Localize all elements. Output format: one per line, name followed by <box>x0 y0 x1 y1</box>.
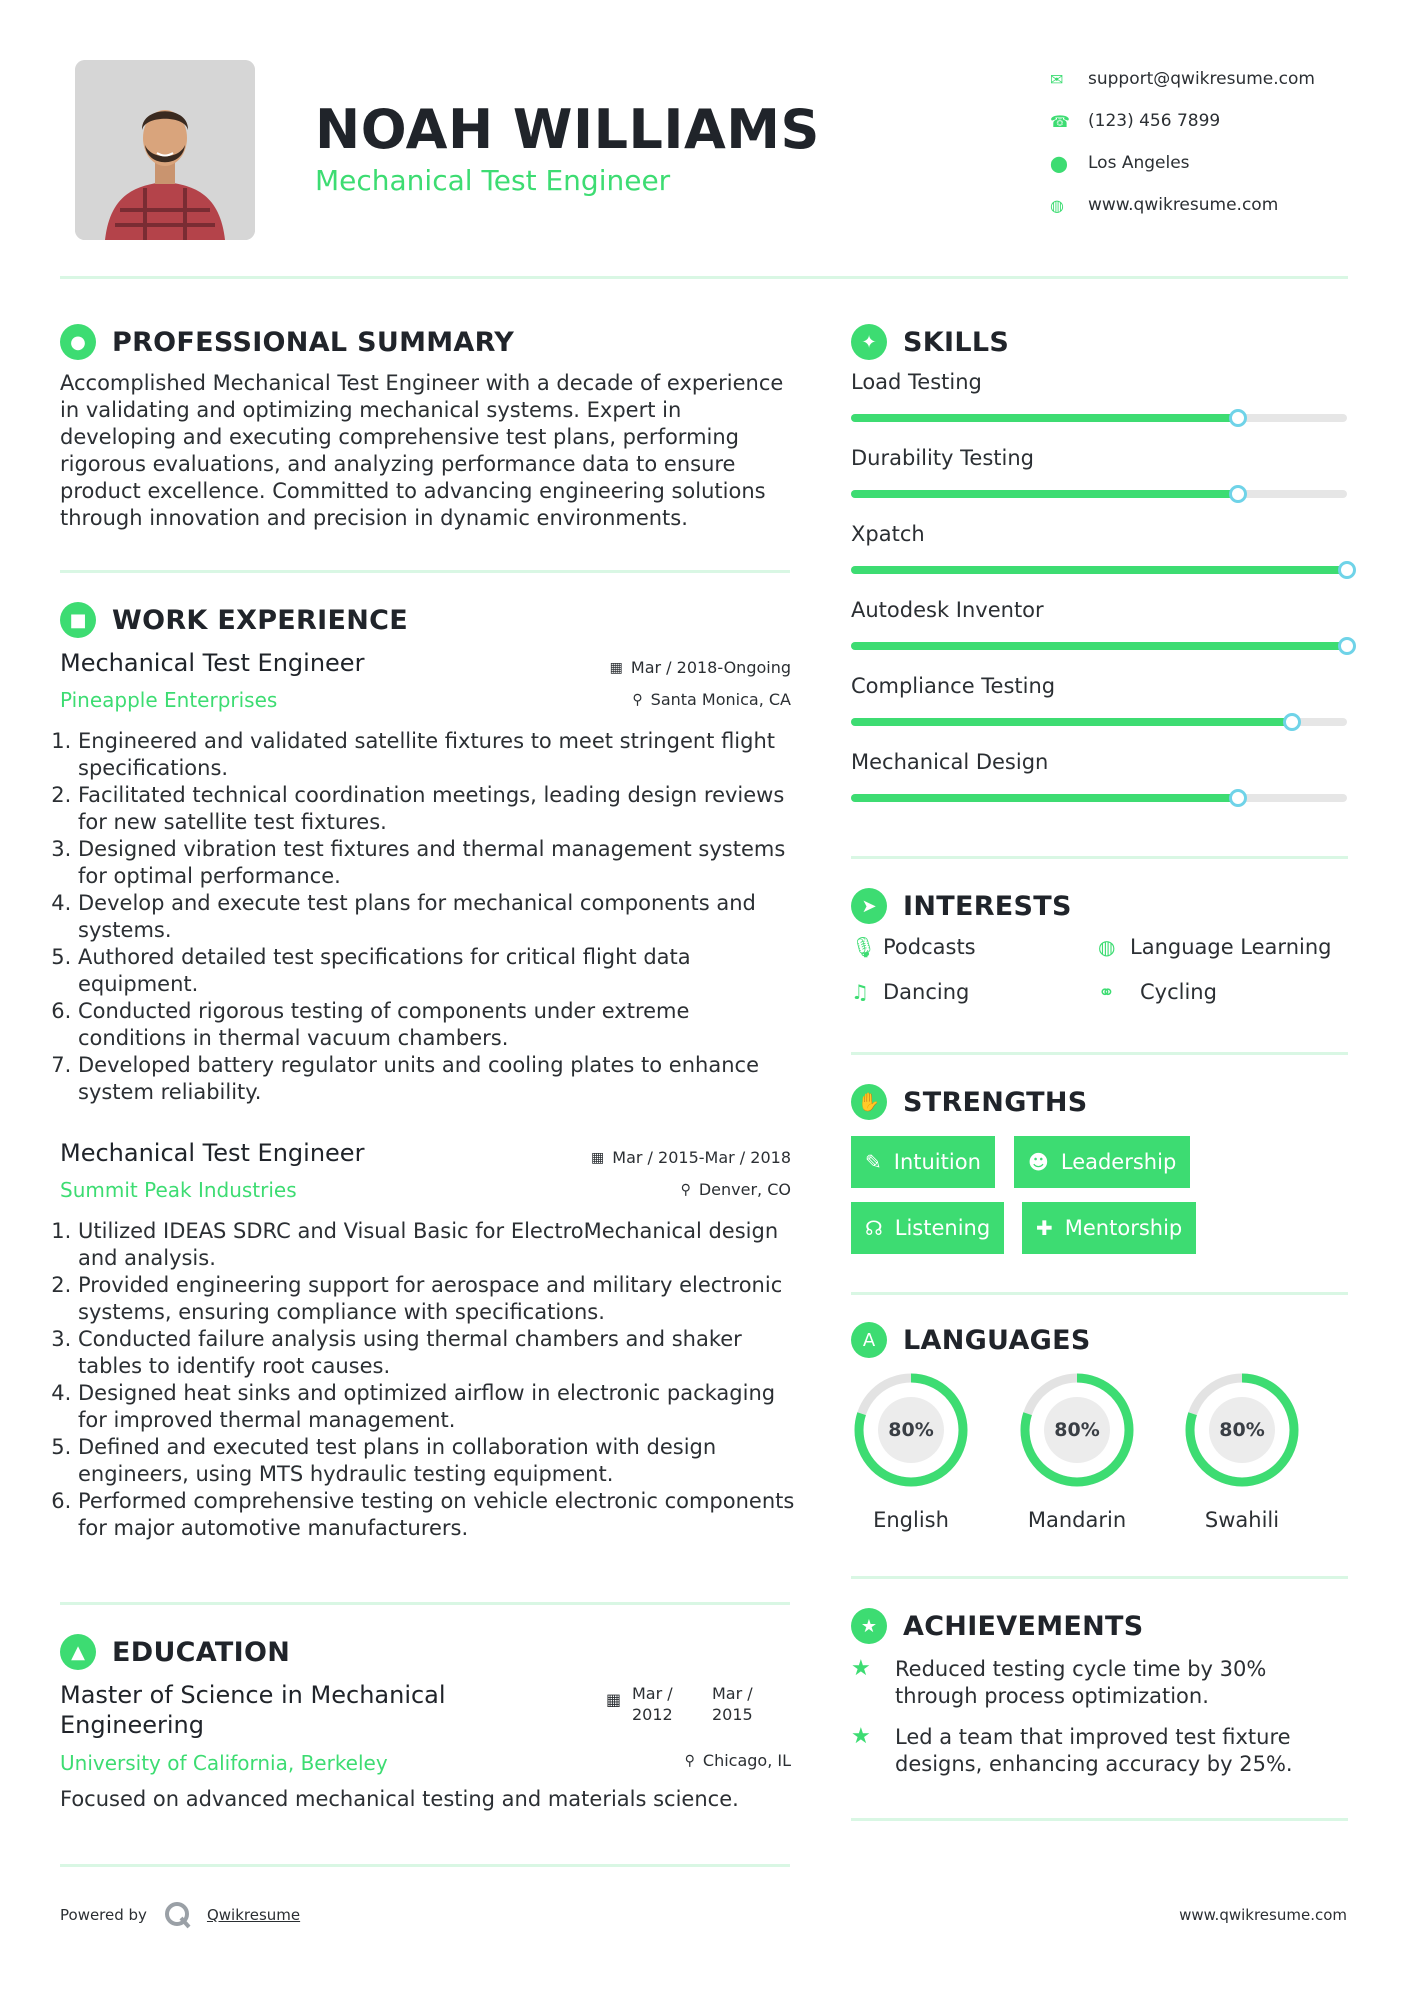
strength-label: Leadership <box>1060 1150 1177 1174</box>
envelope-icon: ✉ <box>1050 69 1064 89</box>
job-role: Mechanical Test Engineer <box>60 1139 365 1167</box>
contact-website[interactable] <box>1050 184 1315 226</box>
job-bullets <box>60 1218 800 1542</box>
job-location <box>500 690 791 709</box>
star-icon: ★ <box>851 1608 887 1644</box>
list-item: 4. Develop and execute test plans for mechanical components and systems. <box>78 890 800 944</box>
achievement-text: Led a team that improved test fixture designs, enhancing accuracy by 25%. <box>895 1725 1293 1776</box>
contact-email[interactable] <box>1050 58 1315 100</box>
strength-tag <box>1014 1136 1190 1188</box>
list-item: 7. Developed battery regulator units and cooling plates to enhance system reliability. <box>78 1052 800 1106</box>
interests-divider <box>851 1052 1348 1055</box>
skill-bar-fill <box>851 794 1238 802</box>
contact-location <box>1050 142 1315 184</box>
globe-icon: ◍ <box>1098 935 1116 959</box>
footer-powered-by <box>60 1900 300 1930</box>
summary-title: PROFESSIONAL SUMMARY <box>112 326 515 358</box>
person-portrait-icon <box>75 60 255 240</box>
skill-bar-fill <box>851 414 1238 422</box>
summary-heading <box>60 324 514 360</box>
interest-item <box>1098 980 1217 1004</box>
list-item: 2. Provided engineering support for aerospace and military electronic systems, ensuring compliance with specifications. <box>78 1272 800 1326</box>
skill-level-knob <box>1283 713 1301 731</box>
job-company: Pineapple Enterprises <box>60 688 278 712</box>
user-icon: ● <box>60 324 96 360</box>
lightbulb-icon: ✦ <box>851 324 887 360</box>
language-item <box>849 1368 973 1532</box>
strengths-title: STRENGTHS <box>903 1086 1088 1118</box>
list-item: 2. Facilitated technical coordination meetings, leading design reviews for new satellite test fixtures. <box>78 782 800 836</box>
hand-icon: ✋ <box>851 1084 887 1120</box>
strength-label: Mentorship <box>1064 1216 1183 1240</box>
pushpin-icon: ⚲ <box>684 1752 695 1769</box>
list-item: 3. Conducted failure analysis using thermal chambers and shaker tables to identify root causes. <box>78 1326 800 1380</box>
list-item: 5. Defined and executed test plans in collaboration with design engineers, using MTS hydraulic testing equipment. <box>78 1434 800 1488</box>
globe-icon: ◍ <box>1050 195 1064 215</box>
skill-level-knob <box>1229 485 1247 503</box>
pushpin-icon: ⚲ <box>680 1181 691 1198</box>
list-item: 6. Conducted rigorous testing of components under extreme conditions in thermal vacuum chambers. <box>78 998 800 1052</box>
interest-label: Cycling <box>1140 980 1217 1004</box>
interest-item <box>1098 935 1331 959</box>
qwikresume-logo-icon <box>163 1900 193 1930</box>
strength-label: Listening <box>894 1216 991 1240</box>
job-bullets <box>60 728 800 1106</box>
job-location-text: Santa Monica, CA <box>650 690 791 709</box>
language-name: Swahili <box>1204 1508 1280 1532</box>
achievements-divider <box>851 1818 1348 1821</box>
education-school: University of California, Berkeley <box>60 1751 388 1775</box>
briefcase-icon: ■ <box>60 602 96 638</box>
skill-bar <box>851 566 1347 574</box>
skill-bar <box>851 794 1347 802</box>
experience-divider <box>60 1602 790 1605</box>
skill-bar-fill <box>851 642 1347 650</box>
language-ring <box>1180 1368 1304 1492</box>
paper-plane-icon: ➤ <box>851 888 887 924</box>
job-dates <box>500 658 791 677</box>
summary-divider <box>60 570 790 573</box>
group-icon: ☻ <box>1028 1150 1049 1174</box>
skill-name: Durability Testing <box>851 446 1034 470</box>
skill-name: Xpatch <box>851 522 925 546</box>
job-role: Mechanical Test Engineer <box>60 649 365 677</box>
skill-name: Load Testing <box>851 370 982 394</box>
contact-email-text: support@qwikresume.com <box>1088 69 1315 89</box>
graduation-cap-icon: ▲ <box>60 1634 96 1670</box>
phone-icon: ☎ <box>1050 111 1070 131</box>
skill-item <box>851 522 1347 574</box>
skill-item <box>851 750 1347 802</box>
strengths-divider <box>851 1292 1348 1295</box>
skill-item <box>851 598 1347 650</box>
experience-heading <box>60 602 408 638</box>
language-percent: 80% <box>888 1419 934 1441</box>
strength-label: Intuition <box>893 1150 981 1174</box>
job-location <box>500 1180 791 1199</box>
education-title: EDUCATION <box>112 1636 291 1668</box>
language-percent: 80% <box>1219 1419 1265 1441</box>
skill-name: Compliance Testing <box>851 674 1056 698</box>
strengths-heading <box>851 1084 1088 1120</box>
achievement-item <box>851 1724 1331 1778</box>
skill-level-knob <box>1229 789 1247 807</box>
list-item: 6. Performed comprehensive testing on vehicle electronic components for major automotive manufacturers. <box>78 1488 800 1542</box>
music-note-icon: ♫ <box>851 980 869 1004</box>
skill-item <box>851 674 1347 726</box>
skill-level-knob <box>1338 561 1356 579</box>
interests-heading <box>851 888 1072 924</box>
education-start: Mar / 2012 <box>632 1684 673 1724</box>
calendar-icon: ▦ <box>591 1149 605 1166</box>
headphones-icon: ☊ <box>865 1216 883 1240</box>
achievements-heading <box>851 1608 1144 1644</box>
calendar-icon: ▦ <box>609 659 623 676</box>
contact-phone-text: (123) 456 7899 <box>1088 111 1221 131</box>
language-ring <box>1015 1368 1139 1492</box>
languages-divider <box>851 1576 1348 1579</box>
user-plus-icon: ✚ <box>1036 1216 1053 1240</box>
job-company: Summit Peak Industries <box>60 1178 297 1202</box>
list-item: 3. Designed vibration test fixtures and thermal management systems for optimal performance. <box>78 836 800 890</box>
strength-tag <box>851 1136 995 1188</box>
skills-title: SKILLS <box>903 326 1010 358</box>
footer-website[interactable]: www.qwikresume.com <box>1179 1906 1347 1924</box>
contact-phone[interactable] <box>1050 100 1315 142</box>
language-percent: 80% <box>1054 1419 1100 1441</box>
candidate-title: Mechanical Test Engineer <box>315 164 671 197</box>
job-dates-text: Mar / 2018-Ongoing <box>630 658 791 677</box>
contact-location-text: Los Angeles <box>1088 153 1190 173</box>
achievement-item <box>851 1656 1331 1710</box>
achievement-text: Reduced testing cycle time by 30% through process optimization. <box>895 1657 1267 1708</box>
star-icon: ★ <box>851 1656 871 1681</box>
skill-level-knob <box>1229 409 1247 427</box>
achievements-title: ACHIEVEMENTS <box>903 1610 1144 1642</box>
bicycle-icon: ⚭ <box>1098 980 1115 1004</box>
skill-bar <box>851 414 1347 422</box>
magic-wand-icon: ✎ <box>865 1150 882 1174</box>
candidate-name: NOAH WILLIAMS <box>315 98 820 161</box>
language-name: English <box>873 1508 949 1532</box>
language-item <box>1015 1368 1139 1532</box>
skill-item <box>851 370 1347 422</box>
skill-bar-fill <box>851 566 1347 574</box>
interest-label: Language Learning <box>1130 935 1332 959</box>
skill-item <box>851 446 1347 498</box>
language-icon: A <box>851 1322 887 1358</box>
interests-title: INTERESTS <box>903 890 1072 922</box>
job-dates-text: Mar / 2015-Mar / 2018 <box>612 1148 791 1167</box>
education-end: Mar / 2015 <box>712 1684 753 1724</box>
experience-title: WORK EXPERIENCE <box>112 604 408 636</box>
contact-website-text: www.qwikresume.com <box>1088 195 1279 215</box>
education-heading <box>60 1634 290 1670</box>
job-dates <box>500 1148 791 1167</box>
skills-heading <box>851 324 1009 360</box>
language-item <box>1180 1368 1304 1532</box>
language-ring <box>849 1368 973 1492</box>
skill-bar <box>851 490 1347 498</box>
skill-name: Autodesk Inventor <box>851 598 1044 622</box>
languages-heading <box>851 1322 1091 1358</box>
interest-item <box>851 935 976 959</box>
map-pin-icon: ⬤ <box>1050 153 1068 173</box>
star-icon: ★ <box>851 1724 871 1749</box>
list-item: 1. Utilized IDEAS SDRC and Visual Basic for ElectroMechanical design and analysis. <box>78 1218 800 1272</box>
list-item: 5. Authored detailed test specifications for critical flight data equipment. <box>78 944 800 998</box>
skill-level-knob <box>1338 637 1356 655</box>
education-divider <box>60 1864 790 1867</box>
brand-link[interactable]: Qwikresume <box>206 1906 301 1924</box>
profile-photo <box>75 60 255 240</box>
strength-tag <box>851 1202 1004 1254</box>
contact-list <box>1050 58 1315 226</box>
languages-title: LANGUAGES <box>903 1324 1091 1356</box>
summary-text: Accomplished Mechanical Test Engineer with a decade of experience in validating and optimizing mechanical systems. Expert in developing and executing comprehensive test plans, performing rigorous evaluations, and analyzing performance data to ensure product excellence. Committed to advancing engineering solutions through innovation and precision in dynamic environments. <box>60 371 784 530</box>
education-location <box>500 1751 791 1770</box>
powered-by-text: Powered by <box>60 1906 147 1924</box>
pushpin-icon: ⚲ <box>632 691 643 708</box>
interest-label: Podcasts <box>883 935 976 959</box>
education-location-text: Chicago, IL <box>702 1751 791 1770</box>
skill-name: Mechanical Design <box>851 750 1049 774</box>
interest-item <box>851 980 969 1004</box>
list-item: 1. Engineered and validated satellite fixtures to meet stringent flight specifications. <box>78 728 800 782</box>
skill-bar <box>851 718 1347 726</box>
skill-bar-fill <box>851 490 1238 498</box>
skills-divider <box>851 856 1348 859</box>
header-divider <box>60 276 1348 279</box>
interest-label: Dancing <box>883 980 970 1004</box>
calendar-icon: ▦ <box>606 1690 622 1709</box>
microphone-icon: 🎙 <box>851 935 877 959</box>
education-description: Focused on advanced mechanical testing and materials science. <box>60 1787 739 1811</box>
skill-bar <box>851 642 1347 650</box>
language-name: Mandarin <box>1027 1508 1127 1532</box>
list-item: 4. Designed heat sinks and optimized airflow in electronic packaging for improved thermal management. <box>78 1380 800 1434</box>
skill-bar-fill <box>851 718 1292 726</box>
strength-tag <box>1022 1202 1196 1254</box>
education-degree: Master of Science in Mechanical Engineering <box>60 1681 446 1739</box>
job-location-text: Denver, CO <box>698 1180 791 1199</box>
